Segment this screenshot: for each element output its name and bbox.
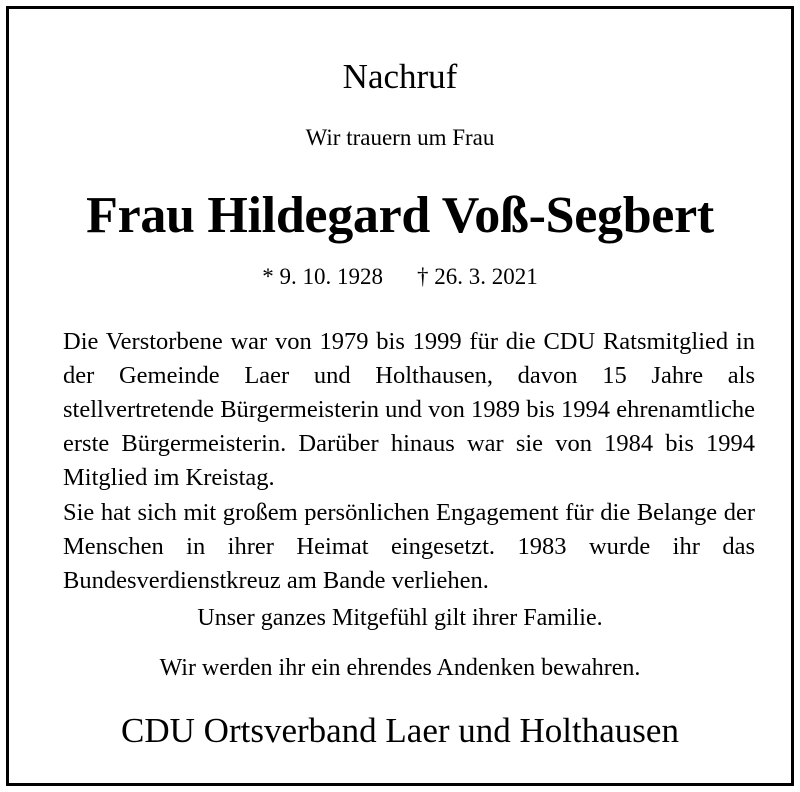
engagement-paragraph: Sie hat sich mit großem persönlichen Engagement für die Belange der Menschen in ihrer Heimat eingesetzt. 1983 wurde ihr das Bundesverdienstkreuz am Bande verliehen. [63,499,755,594]
obituary-notice [6,6,794,786]
notice-heading: Nachruf [342,57,458,96]
biography-paragraph: Die Verstorbene war von 1979 bis 1999 für die CDU Ratsmitglied in der Gemeinde Laer und Holthausen, davon 15 Jahre als stellvertretende Bürgermeisterin und von 1989 bis 1994 ehrenamtliche erste Bürgermeisterin. Darüber hinaus war sie von 1984 bis 1994 Mitglied im Kreistag. [63,328,755,491]
life-dates [9,265,791,288]
condolence-text: Unser ganzes Mitgefühl gilt ihrer Familie. [197,605,603,631]
remembrance-text: Wir werden ihr ein ehrendes Andenken bewahren. [159,655,641,681]
signature: CDU Ortsverband Laer und Holthausen [121,711,679,750]
birth-date: * 9. 10. 1928 [262,264,383,289]
deceased-name: Frau Hildegard Voß-Segbert [86,187,714,244]
death-date: † 26. 3. 2021 [417,264,538,289]
intro-text: Wir trauern um Frau [305,125,495,150]
